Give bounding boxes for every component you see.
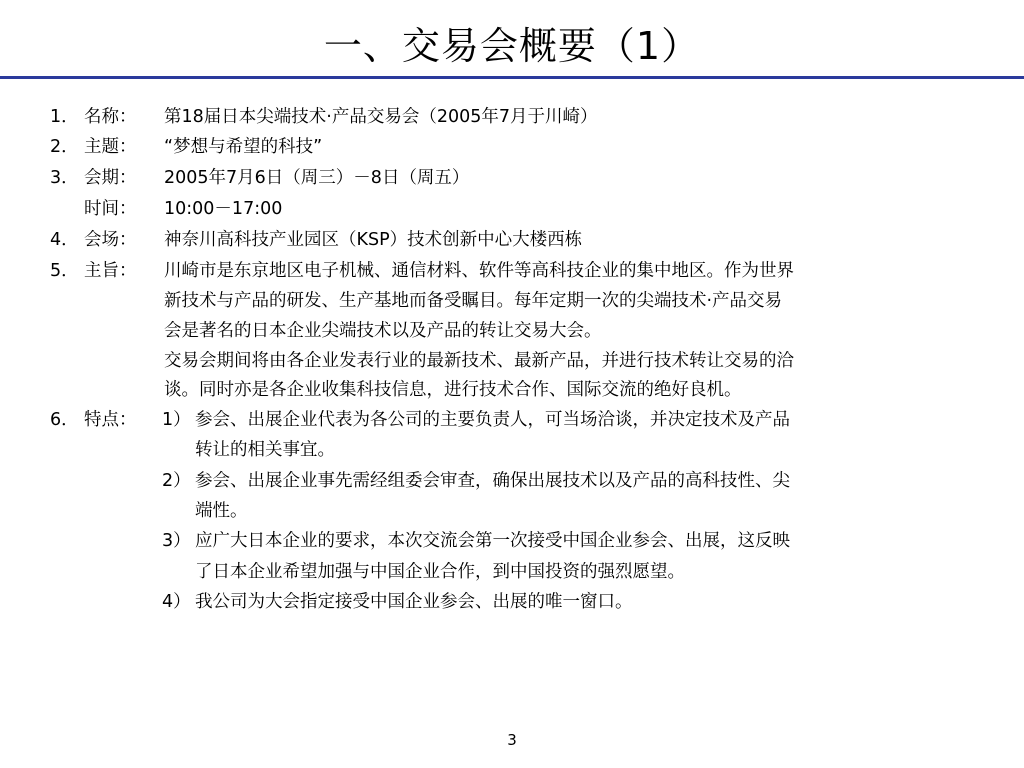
feature-text: 我公司为大会指定接受中国企业参会、出展的唯一窗口。 xyxy=(195,592,633,612)
item-number: 1． xyxy=(50,107,79,127)
item-value-line: 交易会期间将由各企业发表行业的最新技术、最新产品，并进行技术转让交易的洽 xyxy=(164,351,794,371)
feature-text: 应广大日本企业的要求，本次交流会第一次接受中国企业参会、出展，这反映 xyxy=(195,531,790,551)
item-value-line: 川崎市是东京地区电子机械、通信材料、软件等高科技企业的集中地区。作为世界 xyxy=(164,261,794,281)
item-number: 3． xyxy=(50,168,79,188)
item-value: 第18届日本尖端技术·产品交易会（2005年7月于川崎） xyxy=(164,107,598,127)
feature-text: 参会、出展企业事先需经组委会审查，确保出展技术以及产品的高科技性、尖 xyxy=(195,471,790,491)
item-label: 主旨： xyxy=(84,261,137,281)
item-label: 特点： xyxy=(84,410,137,430)
item-label: 时间： xyxy=(84,199,137,219)
item-number: 4． xyxy=(50,230,79,250)
feature-number: 3） xyxy=(162,531,191,551)
feature-text: 参会、出展企业代表为各公司的主要负责人，可当场洽谈，并决定技术及产品 xyxy=(195,410,790,430)
feature-text: 转让的相关事宜。 xyxy=(195,440,335,460)
page-number: 3 xyxy=(507,731,517,749)
item-number: 5． xyxy=(50,261,79,281)
item-value: 2005年7月6日（周三）－8日（周五） xyxy=(164,168,470,188)
feature-number: 4） xyxy=(162,592,191,612)
item-label: 名称： xyxy=(84,107,137,127)
feature-text: 端性。 xyxy=(195,501,248,521)
item-value: “梦想与希望的科技” xyxy=(164,137,323,157)
item-value-line: 新技术与产品的研发、生产基地而备受瞩目。每年定期一次的尖端技术·产品交易 xyxy=(164,291,783,311)
item-value: 10:00－17:00 xyxy=(164,199,283,219)
title-divider xyxy=(0,76,1024,79)
item-number: 6． xyxy=(50,410,79,430)
item-label: 主题： xyxy=(84,137,137,157)
item-label: 会期： xyxy=(84,168,137,188)
item-label: 会场： xyxy=(84,230,137,250)
feature-number: 1） xyxy=(162,410,191,430)
feature-number: 2） xyxy=(162,471,191,491)
item-value-line: 谈。同时亦是各企业收集科技信息，进行技术合作、国际交流的绝好良机。 xyxy=(164,380,742,400)
feature-text: 了日本企业希望加强与中国企业合作，到中国投资的强烈愿望。 xyxy=(195,562,685,582)
item-value-line: 会是著名的日本企业尖端技术以及产品的转让交易大会。 xyxy=(164,321,602,341)
item-number: 2． xyxy=(50,137,79,157)
slide-title: 一、交易会概要（1） xyxy=(323,24,701,68)
item-value: 神奈川高科技产业园区（KSP）技术创新中心大楼西栋 xyxy=(164,230,583,250)
